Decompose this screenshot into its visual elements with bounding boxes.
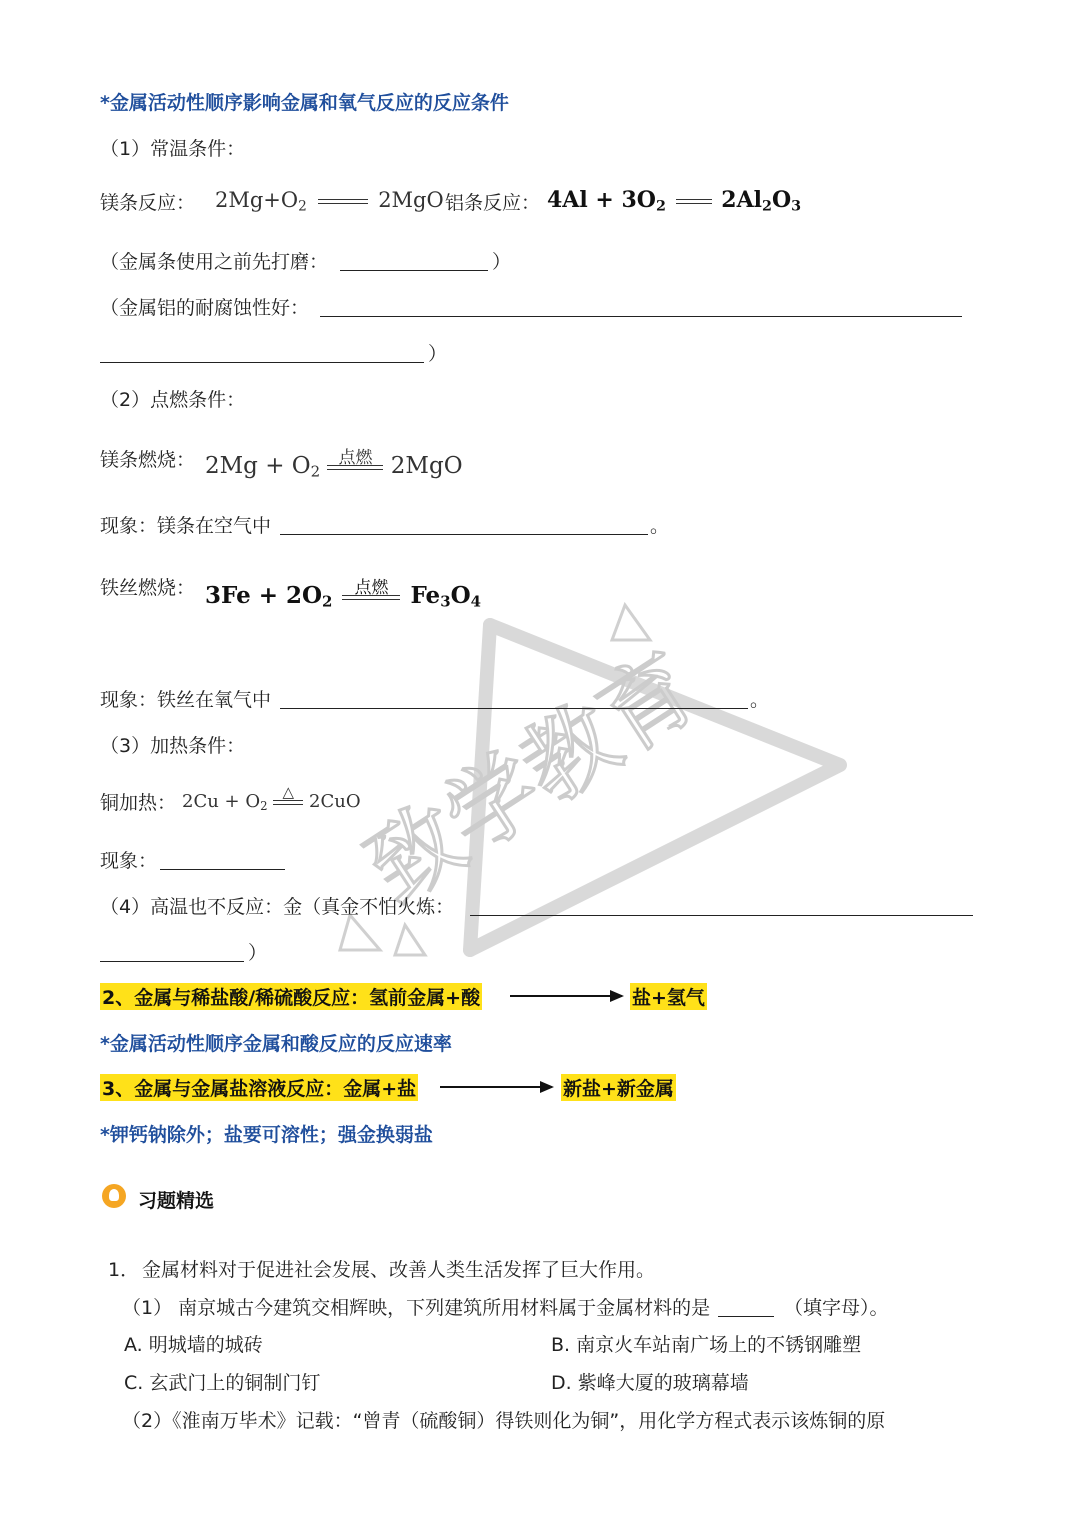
al-reaction-label: 铝条反应： (445, 192, 541, 214)
acid-reaction-rule: 2、金属与稀盐酸/稀硫酸反应：氢前金属+酸 (100, 983, 482, 1010)
answer-blank[interactable] (100, 961, 244, 962)
salt-reaction-result: 新盐+新金属 (561, 1074, 676, 1101)
mg-equation: $2Mg+O_2$ 2MgO (215, 188, 444, 215)
question-stem: 金属材料对于促进社会发展、改善人类生活发挥了巨大作用。 (142, 1259, 656, 1281)
equals-sign (273, 782, 303, 805)
fe-phenomenon: 现象：铁丝在氧气中 (100, 689, 272, 711)
cu-phenomenon: 现象： (100, 850, 158, 872)
condition-room-temp: （1）常温条件： (100, 138, 246, 160)
al-equation: $4Al + 3O_2$ $2Al_2O_3$ (547, 187, 802, 215)
cu-heat-label: 铜加热： (100, 792, 177, 814)
equals-sign (676, 199, 712, 204)
condition-high-temp: （4）高温也不反应：金（真金不怕火炼： (100, 896, 455, 918)
al-corrosion-note: （金属铝的耐腐蚀性好： (100, 297, 310, 319)
answer-blank[interactable] (340, 270, 488, 271)
equals-sign (327, 447, 383, 470)
answer-blank[interactable] (320, 316, 962, 317)
equals-sign (318, 199, 368, 204)
mg-phenomenon-end: 。 (650, 515, 670, 537)
option-a[interactable]: A. 明城墙的城砖 (124, 1334, 263, 1356)
arrow-icon (510, 995, 622, 997)
salt-reaction-rule: 3、金属与金属盐溶液反应：金属+盐 (100, 1074, 418, 1101)
answer-blank[interactable] (280, 534, 648, 535)
cu-equation: $2Cu + O_2$ △ 2CuO (182, 782, 361, 813)
exercise-section-title: 习题精选 (138, 1190, 215, 1212)
sub-question-2: （2）《淮南万毕术》记载：“曾青（硫酸铜）得铁则化为铜”，用化学方程式表示该炼铜的原 (122, 1410, 886, 1432)
polish-note: （金属条使用之前先打磨： (100, 251, 329, 273)
option-c[interactable]: C. 玄武门上的铜制门钉 (124, 1372, 321, 1394)
answer-blank[interactable] (470, 915, 973, 916)
mg-phenomenon: 现象：镁条在空气中 (100, 515, 272, 537)
answer-blank[interactable] (718, 1316, 774, 1317)
polish-close: ） (492, 251, 512, 273)
option-d[interactable]: D. 紫峰大厦的玻璃幕墙 (551, 1372, 749, 1394)
sub-question-1: （1） 南京城古今建筑交相辉映，下列建筑所用材料属于金属材料的是 (122, 1297, 711, 1319)
section-note-acid: *金属活动性顺序金属和酸反应的反应速率 (100, 1033, 452, 1055)
mg-reaction-label: 镁条反应： (100, 192, 196, 214)
al-corrosion-close: ） (428, 343, 448, 365)
mg-burn-equation: $2Mg + O_2$ 点燃 2MgO (205, 453, 463, 481)
answer-blank[interactable] (280, 708, 748, 709)
reaction-condition: 点燃 (354, 577, 389, 598)
condition-high-temp-close: ） (248, 942, 268, 964)
answer-blank[interactable] (160, 869, 285, 870)
fe-burn-equation: $3Fe + 2O_2$ 点燃 $Fe_3O_4$ (205, 582, 481, 611)
mg-burn-label: 镁条燃烧： (100, 449, 196, 471)
lightbulb-icon (102, 1184, 126, 1208)
question-number: 1． (108, 1259, 140, 1281)
option-b[interactable]: B. 南京火车站南广场上的不锈钢雕塑 (551, 1334, 862, 1356)
answer-blank[interactable] (100, 362, 424, 363)
heat-symbol: △ (282, 782, 295, 801)
condition-ignite: （2）点燃条件： (100, 389, 246, 411)
sub-question-1-suffix: （填字母）。 (784, 1297, 889, 1319)
equals-sign (342, 577, 400, 600)
fe-burn-label: 铁丝燃烧： (100, 577, 196, 599)
condition-heat: （3）加热条件： (100, 735, 246, 757)
section-note-oxygen: *金属活动性顺序影响金属和氧气反应的反应条件 (100, 92, 509, 114)
reaction-condition: 点燃 (338, 447, 373, 468)
arrow-icon (440, 1086, 552, 1088)
section-note-salt: *钾钙钠除外；盐要可溶性；强金换弱盐 (100, 1124, 433, 1146)
watermark-text: 致学教育 (348, 633, 716, 924)
acid-reaction-result: 盐+氢气 (630, 983, 707, 1010)
fe-phenomenon-end: 。 (750, 689, 770, 711)
